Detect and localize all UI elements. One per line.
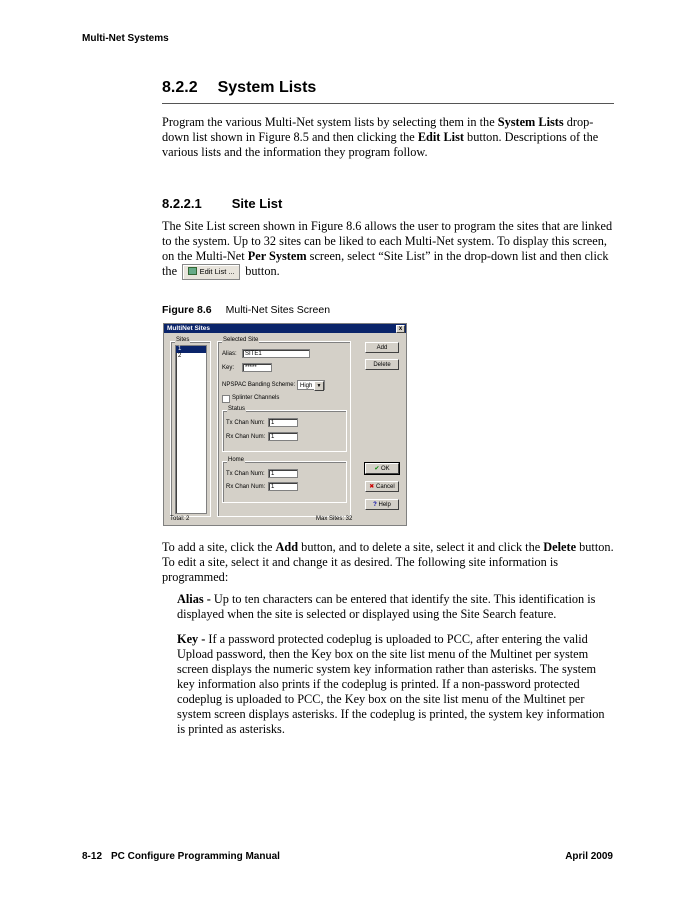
- add-button[interactable]: Add: [365, 342, 399, 353]
- x-icon: ✖: [369, 484, 376, 490]
- footer-left: 8-12 PC Configure Programming Manual: [82, 851, 280, 862]
- home-rx-input[interactable]: 1: [268, 482, 298, 491]
- selected-site-group: Selected Site: [217, 341, 351, 517]
- banding-select[interactable]: High ▼: [297, 380, 325, 390]
- alias-description: Alias - Up to ten characters can be entered that identify the site. This identification is displayed when the site is selected or displayed using the Site Search feature.: [177, 592, 596, 621]
- section-rule: [162, 103, 614, 104]
- sites-listbox[interactable]: [175, 345, 207, 514]
- footer-date: April 2009: [565, 851, 613, 862]
- list-item[interactable]: 1: [176, 346, 206, 353]
- list-item[interactable]: 2: [178, 353, 182, 359]
- check-icon: ✔: [374, 466, 382, 472]
- splinter-checkbox[interactable]: [222, 395, 230, 403]
- help-icon: ?: [373, 502, 379, 508]
- sites-group: Sites: [170, 341, 211, 517]
- status-group: Status: [222, 410, 347, 452]
- key-input[interactable]: *****: [242, 363, 272, 372]
- home-group: Home: [222, 461, 347, 503]
- figure-caption: Figure 8.6 Multi-Net Sites Screen: [162, 304, 331, 316]
- subsection-heading: 8.2.2.1 Site List: [162, 196, 283, 211]
- add-delete-paragraph: To add a site, click the Add button, and to delete a site, select it and click the Delete button. To edit a site, select it and change it as desired. The following site information is programmed:: [162, 540, 614, 584]
- cancel-button[interactable]: ✖ Cancel: [365, 481, 399, 492]
- delete-button[interactable]: Delete: [365, 359, 399, 370]
- dialog-titlebar: MultiNet Sites x: [164, 324, 406, 333]
- close-icon[interactable]: x: [396, 325, 405, 333]
- status-tx-input[interactable]: 1: [268, 418, 298, 427]
- running-header: Multi-Net Systems: [82, 33, 169, 44]
- home-tx-input[interactable]: 1: [268, 469, 298, 478]
- intro-paragraph: Program the various Multi-Net system lists by selecting them in the System Lists drop-down list shown in Figure 8.5 and then clicking the Edit List button. Descriptions of the various lists and the information they program follow.: [162, 115, 599, 159]
- help-button[interactable]: ? Help: [365, 499, 399, 510]
- edit-list-icon: [188, 267, 197, 275]
- section-title: System Lists: [217, 79, 317, 96]
- alias-input[interactable]: SITE1: [242, 349, 310, 358]
- chevron-down-icon: ▼: [314, 381, 324, 391]
- total-label: Total: 2: [170, 516, 190, 522]
- max-sites-label: Max Sites: 32: [316, 516, 353, 522]
- ok-button[interactable]: ✔ OK: [365, 463, 399, 474]
- site-list-paragraph: The Site List screen shown in Figure 8.6 allows the user to program the sites that are linked to the system. Up to 32 sites can be liked to each Multi-Net system. To display this screen, on the Multi-Net Per System screen, select “Site List” in the drop-down list and then click the Edit List ... button.: [162, 219, 614, 280]
- edit-list-button[interactable]: Edit List ...: [182, 264, 240, 280]
- section-number: 8.2.2: [162, 79, 198, 96]
- key-description: Key - If a password protected codeplug is uploaded to PCC, after entering the valid Upload password, then the Key box on the site list menu of the Multinet per system screen displays the numeric system key information rather than asterisks. The system key information also prints if the codeplug is printed. If a non-password protected codeplug is uploaded to PCC, the Key box on the site list menu of the Multinet per system screen displays asterisks. If the codeplug is printed, the system key information is printed as asterisks.: [177, 632, 605, 736]
- multinet-sites-dialog: MultiNet Sites x Sites 1 2 Selected Site Alias: SITE1 Key: ***** NPSPAC Banding Scheme: High ▼ Splinter Channels Status Tx Chan Num: 1 Rx Chan Num: 1 Home Tx Chan Num: 1 Rx Chan Num: 1 Add Delete ✔ OK ✖ Cancel ? Help Total: 2 Max Sites: 32: [163, 323, 407, 526]
- status-rx-input[interactable]: 1: [268, 432, 298, 441]
- section-heading: [162, 79, 316, 97]
